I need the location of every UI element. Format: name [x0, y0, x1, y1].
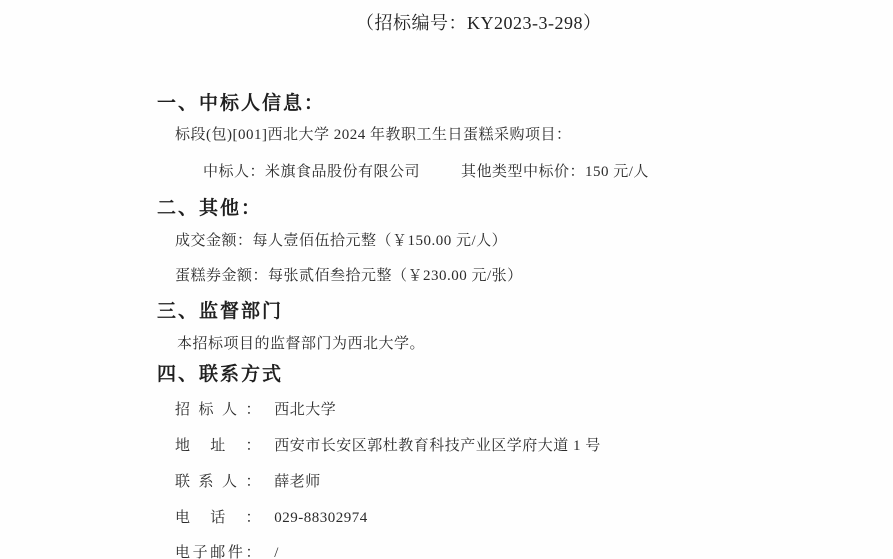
winner-line	[203, 160, 649, 181]
winner-name: 中标人：米旗食品股份有限公司	[203, 164, 421, 180]
winner-price: 其他类型中标价：150 元/人	[461, 164, 649, 180]
voucher-amount-line: 蛋糕券金额：每张贰佰叁拾元整（￥230.00 元/张）	[175, 268, 523, 284]
section-3-title: 三、监督部门	[157, 301, 284, 322]
contact-label: 电子邮件：	[175, 545, 261, 559]
section-2-title: 二、其他：	[157, 198, 263, 219]
contact-row-phone	[175, 506, 368, 527]
contact-label: 招标人：	[175, 402, 261, 418]
contact-value: 029-88302974	[274, 510, 368, 526]
lot-package-line: 标段(包)[001]西北大学 2024 年教职工生日蛋糕采购项目：	[175, 127, 572, 143]
contact-label: 电话：	[175, 510, 261, 526]
contact-label: 地址：	[175, 438, 261, 454]
tender-number-line: （招标编号：KY2023-3-298）	[356, 13, 602, 33]
contact-value: 西安市长安区郭杜教育科技产业区学府大道 1 号	[274, 438, 601, 454]
contact-value: 西北大学	[274, 402, 337, 418]
section-1-title: 一、中标人信息：	[157, 93, 326, 114]
contact-row-tenderer	[175, 398, 336, 419]
section-4-title: 四、联系方式	[157, 364, 284, 385]
contact-row-person	[175, 470, 321, 491]
supervision-line: 本招标项目的监督部门为西北大学。	[177, 336, 426, 352]
deal-amount-line: 成交金额：每人壹佰伍拾元整（￥150.00 元/人）	[175, 233, 508, 249]
contact-value: 薛老师	[274, 474, 321, 490]
contact-value: /	[274, 545, 279, 559]
contact-row-email	[175, 541, 279, 559]
contact-label: 联系人：	[175, 474, 261, 490]
contact-row-address	[175, 434, 601, 455]
